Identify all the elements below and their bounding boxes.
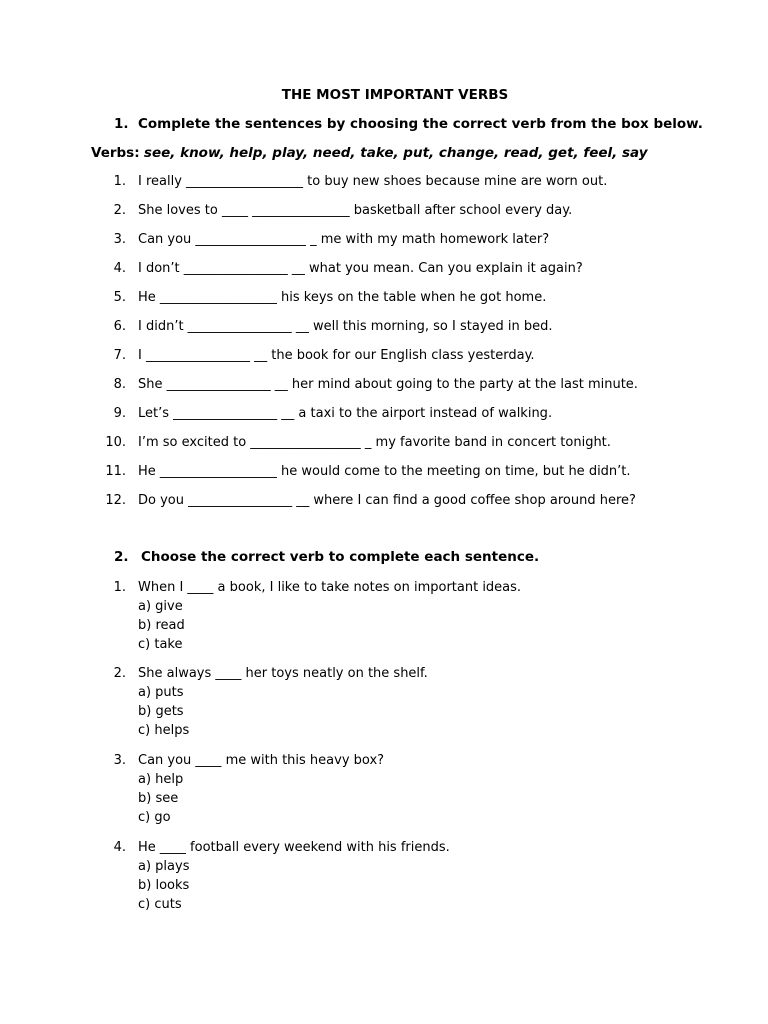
question-number: 1. [113, 580, 126, 595]
verbs-label: Verbs: [91, 145, 140, 161]
answer-option: a) help [138, 772, 184, 787]
answer-option: b) gets [138, 704, 184, 719]
sentence-number: 9. [113, 406, 126, 421]
page-title: THE MOST IMPORTANT VERBS [281, 87, 509, 103]
question-number: 2. [113, 666, 126, 681]
question-number: 3. [113, 753, 126, 768]
question-number: 4. [113, 840, 126, 855]
answer-option: c) helps [138, 723, 190, 738]
answer-option: c) go [138, 810, 171, 825]
sentence-text: He __________________ his keys on the table when he got home. [138, 290, 547, 305]
sentence-number: 1. [113, 174, 126, 189]
sentence-number: 2. [113, 203, 126, 218]
answer-option: b) see [138, 791, 179, 806]
question-text: He ____ football every weekend with his friends. [138, 840, 450, 855]
sentence-number: 10. [105, 435, 126, 450]
sentence-number: 8. [113, 377, 126, 392]
answer-option: b) looks [138, 878, 190, 893]
sentence-text: She ________________ __ her mind about going to the party at the last minute. [138, 377, 638, 392]
sentence-text: I ________________ __ the book for our English class yesterday. [138, 348, 535, 363]
sentence-number: 3. [113, 232, 126, 247]
section1-heading-text: Complete the sentences by choosing the correct verb from the box below. [138, 116, 703, 132]
sentence-text: Let’s ________________ __ a taxi to the airport instead of walking. [138, 406, 553, 421]
sentence-text: Can you _________________ _ me with my math homework later? [138, 232, 550, 247]
answer-option: c) take [138, 637, 183, 652]
sentence-text: He __________________ he would come to the meeting on time, but he didn’t. [138, 464, 631, 479]
sentence-text: I’m so excited to _________________ _ my favorite band in concert tonight. [138, 435, 611, 450]
question-text: When I ____ a book, I like to take notes on important ideas. [138, 580, 522, 595]
sentence-number: 12. [105, 493, 126, 508]
verbs-list: see, know, help, play, need, take, put, change, read, get, feel, say [143, 145, 648, 161]
sentence-number: 11. [105, 464, 126, 479]
answer-option: b) read [138, 618, 185, 633]
section2-number: 2. [114, 549, 129, 565]
section2-heading-text: Choose the correct verb to complete each sentence. [141, 549, 540, 565]
sentence-text: I didn’t ________________ __ well this morning, so I stayed in bed. [138, 319, 553, 334]
sentence-text: She loves to ____ _______________ basketball after school every day. [138, 203, 573, 218]
sentence-number: 6. [113, 319, 126, 334]
answer-option: a) puts [138, 685, 184, 700]
answer-option: a) plays [138, 859, 190, 874]
answer-option: c) cuts [138, 897, 182, 912]
sentence-number: 7. [113, 348, 126, 363]
sentence-text: Do you ________________ __ where I can find a good coffee shop around here? [138, 493, 636, 508]
question-text: Can you ____ me with this heavy box? [138, 753, 385, 768]
sentence-number: 4. [113, 261, 126, 276]
section1-number: 1. [114, 116, 129, 132]
answer-option: a) give [138, 599, 183, 614]
sentence-number: 5. [113, 290, 126, 305]
sentence-text: I don’t ________________ __ what you mean. Can you explain it again? [138, 261, 583, 276]
question-text: She always ____ her toys neatly on the shelf. [138, 666, 428, 681]
sentence-text: I really __________________ to buy new shoes because mine are worn out. [138, 174, 608, 189]
verbs-box [91, 145, 648, 161]
